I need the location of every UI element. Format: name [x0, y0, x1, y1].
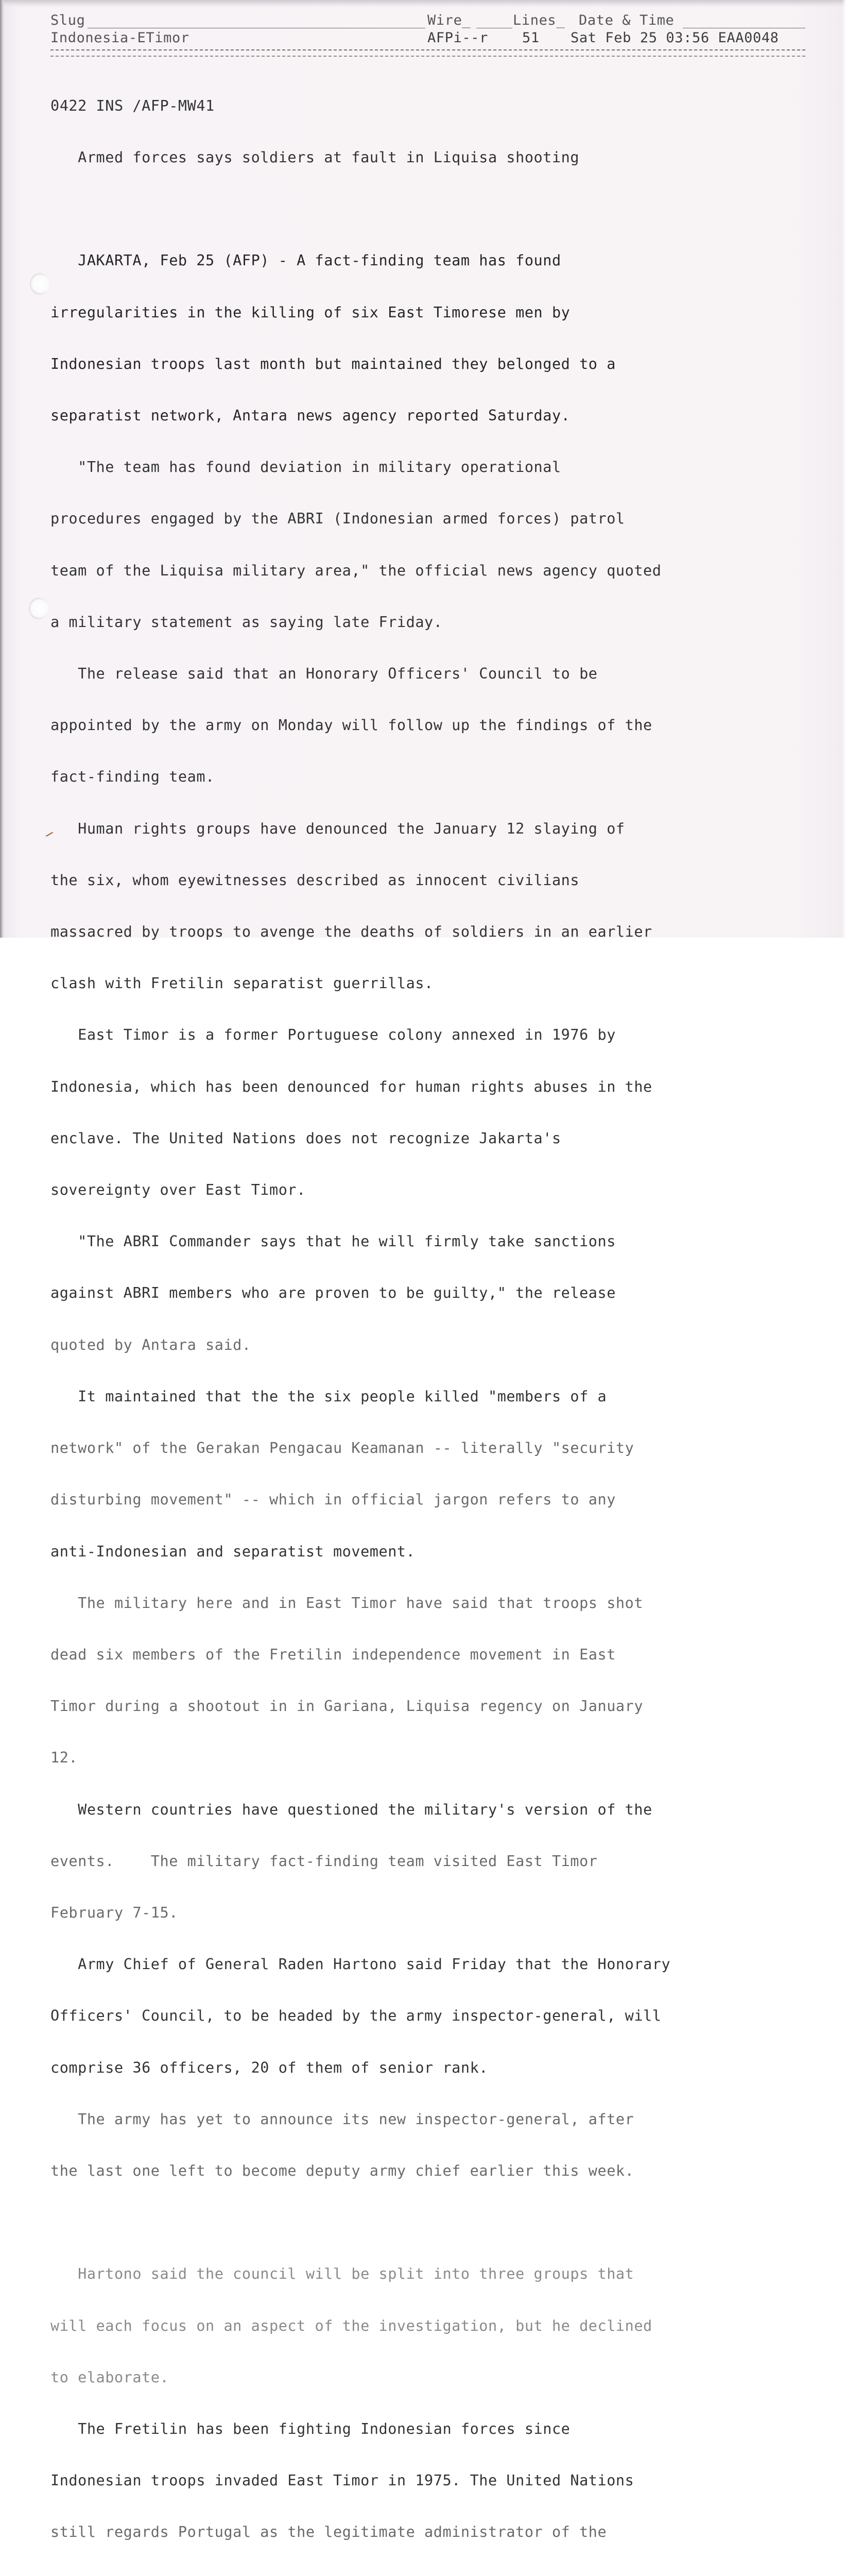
- story-line: The release said that an Honorary Officers' Council to be: [50, 665, 598, 683]
- story-line: Indonesian troops last month but maintained they belonged to a: [50, 355, 616, 372]
- story-line: Western countries have questioned the military's version of the: [50, 1801, 652, 1818]
- page-left-shadow: [0, 0, 4, 938]
- story-line: February 7-15.: [50, 1904, 178, 1921]
- story-line: appointed by the army on Monday will follow up the findings of the: [50, 717, 652, 734]
- story-line: [50, 200, 792, 217]
- story-line: JAKARTA, Feb 25 (AFP) - A fact-finding team has found: [50, 252, 561, 269]
- slug-label: Slug: [50, 12, 85, 28]
- story-line: will each focus on an aspect of the investigation, but he declined: [50, 2317, 652, 2334]
- slug-value: Indonesia-ETimor: [50, 30, 189, 46]
- story-line: the last one left to become deputy army chief earlier this week.: [50, 2162, 634, 2179]
- story-id-line: 0422 INS /AFP-MW41: [50, 97, 215, 114]
- story-line: clash with Fretilin separatist guerrillas.: [50, 975, 434, 992]
- datetime-value: Sat Feb 25 03:56 EAA0048: [571, 30, 779, 46]
- story-body: [50, 63, 792, 2576]
- page-top-shadow: [0, 0, 846, 7]
- story-line: The military here and in East Timor have said that troops shot: [50, 1594, 644, 1612]
- story-line: team of the Liquisa military area," the official news agency quoted: [50, 562, 662, 579]
- story-line: massacred by troops to avenge the deaths of soldiers in an earlier: [50, 923, 652, 941]
- story-line: Officers' Council, to be headed by the army inspector-general, will: [50, 2007, 662, 2025]
- story-line: 12.: [50, 1749, 78, 1767]
- lines-label: Lines_: [513, 12, 565, 28]
- story-line: network" of the Gerakan Pengacau Keamanan -- literally "security: [50, 1439, 634, 1457]
- story-line: fact-finding team.: [50, 768, 215, 786]
- punch-hole-bottom: [29, 598, 48, 619]
- datetime-label: Date & Time: [579, 12, 675, 28]
- story-line: still regards Portugal as the legitimate administrator of the: [50, 2523, 607, 2541]
- story-line: "The ABRI Commander says that he will firmly take sanctions: [50, 1233, 616, 1250]
- story-line: anti-Indonesian and separatist movement.: [50, 1543, 416, 1560]
- story-line: separatist network, Antara news agency reported Saturday.: [50, 407, 571, 425]
- story-line: sovereignty over East Timor.: [50, 1181, 306, 1199]
- wire-value: AFPi--r: [427, 30, 488, 46]
- lines-value: 51: [522, 30, 540, 46]
- wire-label: Wire_: [427, 12, 471, 28]
- story-line: East Timor is a former Portuguese colony annexed in 1976 by: [50, 1026, 616, 1044]
- story-line: Army Chief of General Raden Hartono said Friday that the Honorary: [50, 1956, 671, 1973]
- story-line: Timor during a shootout in in Gariana, Liquisa regency on January: [50, 1698, 644, 1715]
- story-line: the six, whom eyewitnesses described as innocent civilians: [50, 871, 580, 889]
- story-line: Indonesia, which has been denounced for human rights abuses in the: [50, 1078, 652, 1095]
- story-line: Human rights groups have denounced the January 12 slaying of: [50, 820, 625, 837]
- story-line: enclave. The United Nations does not recognize Jakarta's: [50, 1129, 561, 1147]
- story-line: [50, 2214, 792, 2231]
- header-separator: [50, 49, 805, 57]
- story-line: against ABRI members who are proven to be guilty," the release: [50, 1284, 616, 1302]
- story-line: to elaborate.: [50, 2368, 169, 2386]
- punch-hole-top: [30, 273, 49, 295]
- story-line: quoted by Antara said.: [50, 1336, 251, 1353]
- story-line: Hartono said the council will be split into three groups that: [50, 2265, 634, 2283]
- story-line: The army has yet to announce its new inspector-general, after: [50, 2110, 634, 2128]
- page-right-edge: [842, 0, 846, 938]
- story-line: disturbing movement" -- which in official jargon refers to any: [50, 1491, 616, 1509]
- story-line: The Fretilin has been fighting Indonesian forces since: [50, 2420, 571, 2437]
- story-line: dead six members of the Fretilin independence movement in East: [50, 1646, 616, 1663]
- story-line: It maintained that the the six people killed "members of a: [50, 1387, 607, 1405]
- story-line: "The team has found deviation in military operational: [50, 459, 561, 476]
- story-line: Indonesian troops invaded East Timor in 1975. The United Nations: [50, 2472, 634, 2489]
- story-line: procedures engaged by the ABRI (Indonesian armed forces) patrol: [50, 510, 625, 528]
- story-line: events. The military fact-finding team visited East Timor: [50, 1852, 598, 1870]
- story-line: comprise 36 officers, 20 of them of senior rank.: [50, 2059, 489, 2076]
- story-line: a military statement as saying late Friday.: [50, 613, 443, 631]
- story-headline: Armed forces says soldiers at fault in Liquisa shooting: [50, 149, 580, 166]
- story-line: irregularities in the killing of six East Timorese men by: [50, 303, 571, 321]
